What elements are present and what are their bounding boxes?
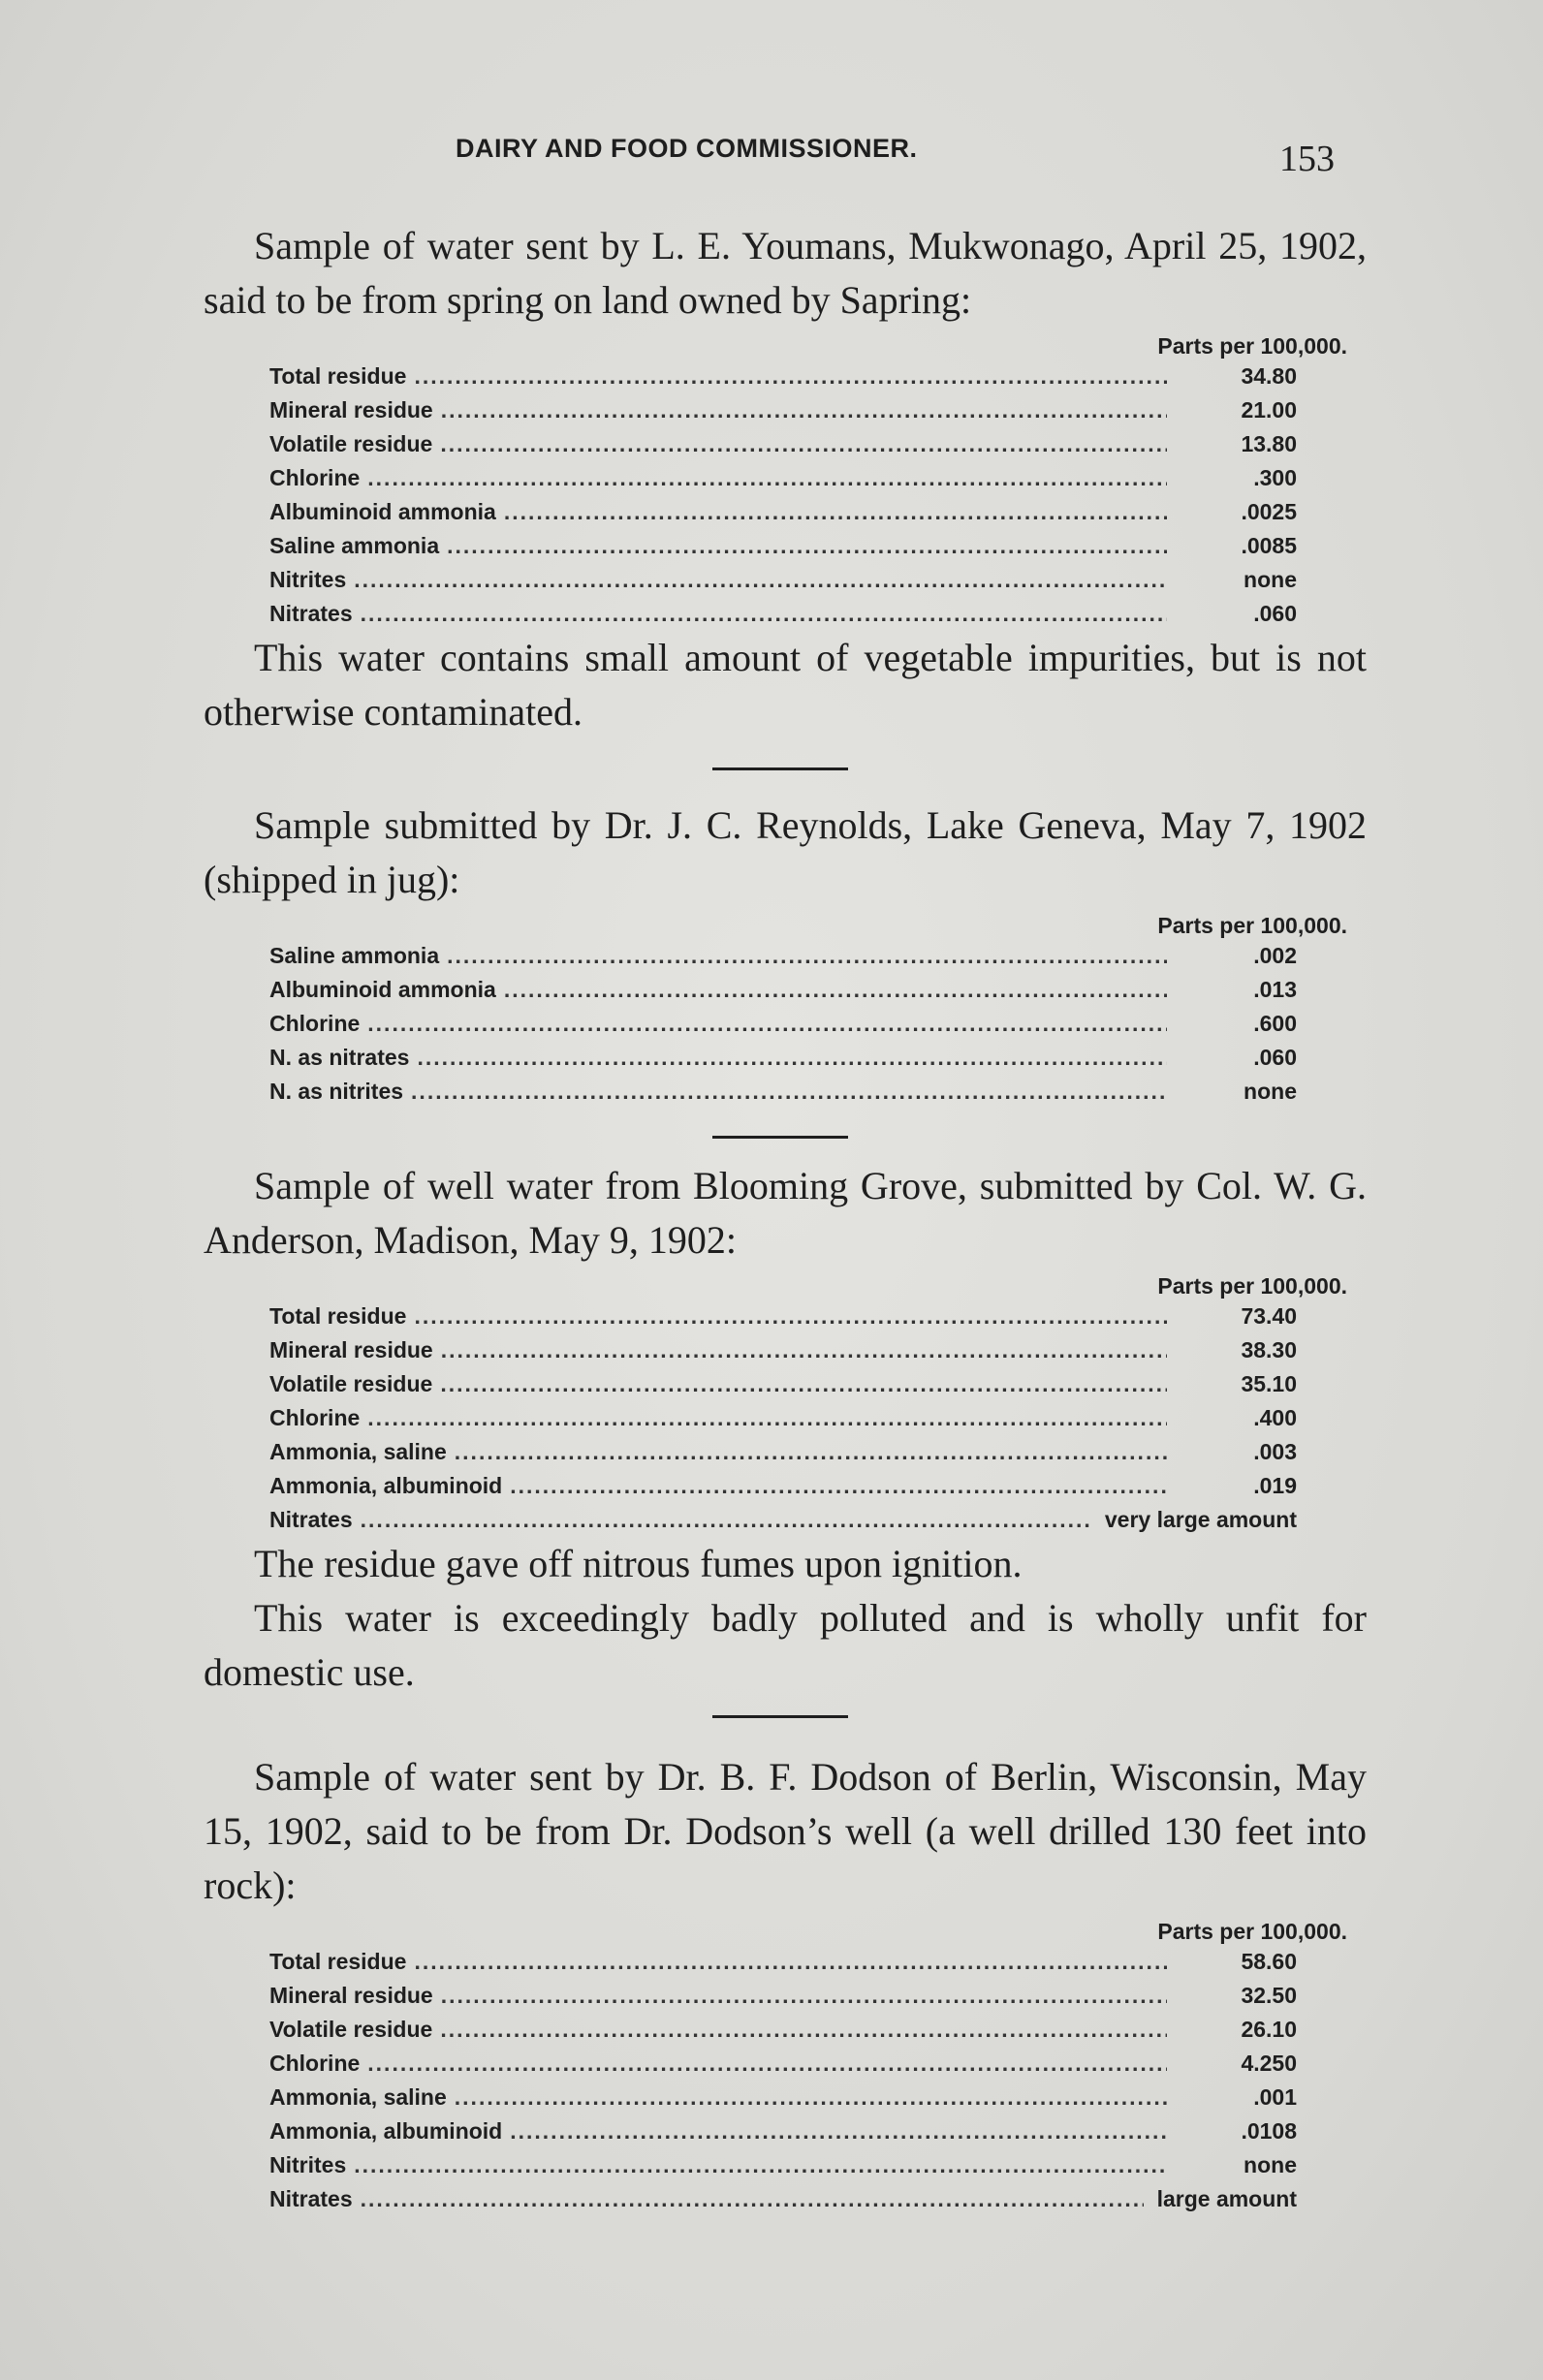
leader-dots [367,1007,1167,1041]
row-value: none [1244,1079,1297,1104]
row-label: Nitrates [269,1507,353,1532]
table-row [269,1469,1297,1503]
leader-dots [411,1075,1167,1109]
units-header: Parts per 100,000. [1157,913,1347,938]
row-value: 26.10 [1241,2017,1297,2042]
table-row [269,2047,1297,2081]
row-label: Chlorine [269,1011,361,1036]
sample-note: This water contains small amount of vegetable impurities, but is not otherwise contaminated. [204,636,1367,734]
row-label: Total residue [269,1303,407,1329]
sample-section-4 [204,1750,1367,2216]
leader-dots [361,2182,1144,2216]
row-value: large amount [1156,2186,1297,2211]
table-row [269,973,1297,1007]
table-row [269,1945,1297,1979]
section-divider [712,1136,848,1139]
leader-dots [414,1945,1167,1979]
leader-dots [440,2013,1167,2047]
row-label: Nitrites [269,567,347,592]
row-value: .013 [1253,977,1297,1002]
row-label: Total residue [269,363,407,389]
row-value: .300 [1253,465,1297,490]
row-value: .400 [1253,1405,1297,1430]
table-row [269,461,1297,495]
table-row [269,1367,1297,1401]
row-label: Albuminoid ammonia [269,499,496,524]
row-value: .0025 [1241,499,1297,524]
leader-dots [447,939,1167,973]
analysis-table [269,939,1297,1109]
row-value: 34.80 [1241,363,1297,389]
row-label: Ammonia, saline [269,1439,447,1464]
leader-dots [414,360,1167,393]
table-row [269,1007,1297,1041]
leader-dots [367,1401,1167,1435]
leader-dots [455,2081,1167,2114]
row-label: Ammonia, saline [269,2084,447,2110]
leader-dots [361,1503,1091,1537]
row-label: Mineral residue [269,1337,433,1362]
leader-dots [440,1367,1167,1401]
leader-dots [417,1041,1167,1075]
row-label: Chlorine [269,465,361,490]
table-row [269,563,1297,597]
page-number: 153 [1279,139,1335,179]
row-label: Volatile residue [269,1371,433,1396]
leader-dots [414,1300,1167,1333]
table-row [269,597,1297,631]
table-row [269,393,1297,427]
table-row [269,427,1297,461]
table-row [269,2013,1297,2047]
row-label: Total residue [269,1949,407,1974]
row-label: Mineral residue [269,1983,433,2008]
row-value: .0085 [1241,533,1297,558]
sample-note: The residue gave off nitrous fumes upon ignition. [254,1542,1023,1585]
row-value: none [1244,567,1297,592]
leader-dots [361,597,1167,631]
sample-intro: Sample of well water from Blooming Grove, submitted by Col. W. G. Anderson, Madison, May 9, 1902: [204,1164,1367,1262]
sample-note: This water is exceedingly badly polluted and is wholly unfit for domestic use. [204,1596,1367,1694]
row-value: .019 [1253,1473,1297,1498]
row-label: Albuminoid ammonia [269,977,496,1002]
table-row [269,939,1297,973]
leader-dots [504,973,1167,1007]
leader-dots [367,461,1167,495]
leader-dots [510,1469,1167,1503]
row-value: 13.80 [1241,431,1297,456]
row-value: .060 [1253,1045,1297,1070]
row-value: 32.50 [1241,1983,1297,2008]
row-label: Saline ammonia [269,533,440,558]
leader-dots [455,1435,1167,1469]
leader-dots [367,2047,1167,2081]
page-header [0,134,1543,192]
units-header: Parts per 100,000. [1157,1919,1347,1944]
section-divider [712,1715,848,1718]
leader-dots [354,2148,1167,2182]
row-label: N. as nitrates [269,1045,410,1070]
table-row [269,1503,1297,1537]
row-value: 4.250 [1241,2051,1297,2076]
sample-intro: Sample of water sent by L. E. Youmans, Mukwonago, April 25, 1902, said to be from spring on land owned by Sapring: [204,224,1367,322]
table-row [269,2148,1297,2182]
table-row [269,1075,1297,1109]
table-row [269,2114,1297,2148]
row-value: .003 [1253,1439,1297,1464]
row-label: Ammonia, albuminoid [269,1473,503,1498]
row-value: none [1244,2152,1297,2177]
sample-intro: Sample submitted by Dr. J. C. Reynolds, Lake Geneva, May 7, 1902 (shipped in jug): [204,803,1367,901]
leader-dots [441,1333,1167,1367]
row-label: Mineral residue [269,397,433,423]
row-label: N. as nitrites [269,1079,404,1104]
leader-dots [504,495,1167,529]
table-row [269,2182,1297,2216]
sample-section-3 [204,1159,1367,1700]
row-value: 73.40 [1241,1303,1297,1329]
table-row [269,495,1297,529]
analysis-table [269,1945,1297,2216]
row-value: 38.30 [1241,1337,1297,1362]
running-title: DAIRY AND FOOD COMMISSIONER. [456,134,918,163]
row-value: .060 [1253,601,1297,626]
table-row [269,1300,1297,1333]
row-label: Saline ammonia [269,943,440,968]
leader-dots [441,393,1167,427]
row-label: Nitrates [269,601,353,626]
leader-dots [510,2114,1167,2148]
row-label: Ammonia, albuminoid [269,2118,503,2144]
leader-dots [354,563,1167,597]
row-value: .001 [1253,2084,1297,2110]
sample-section-1 [204,219,1367,739]
row-label: Chlorine [269,1405,361,1430]
row-value: .002 [1253,943,1297,968]
row-label: Volatile residue [269,431,433,456]
analysis-table [269,1300,1297,1537]
row-label: Nitrates [269,2186,353,2211]
analysis-table [269,360,1297,631]
row-value: .600 [1253,1011,1297,1036]
table-row [269,1401,1297,1435]
section-divider [712,767,848,770]
table-row [269,1041,1297,1075]
row-value: .0108 [1241,2118,1297,2144]
row-value: 58.60 [1241,1949,1297,1974]
sample-intro: Sample of water sent by Dr. B. F. Dodson of Berlin, Wisconsin, May 15, 1902, said to be from Dr. Dodson’s well (a well drilled 130 feet into rock): [204,1755,1367,1907]
table-row [269,2081,1297,2114]
leader-dots [441,1979,1167,2013]
table-row [269,360,1297,393]
units-header: Parts per 100,000. [1157,1273,1347,1299]
table-row [269,1435,1297,1469]
table-row [269,1333,1297,1367]
units-header: Parts per 100,000. [1157,333,1347,359]
row-label: Chlorine [269,2051,361,2076]
table-row [269,529,1297,563]
row-value: very large amount [1104,1507,1297,1532]
leader-dots [447,529,1167,563]
table-row [269,1979,1297,2013]
row-value: 35.10 [1241,1371,1297,1396]
leader-dots [440,427,1167,461]
row-value: 21.00 [1241,397,1297,423]
sample-section-2 [204,799,1367,1109]
row-label: Volatile residue [269,2017,433,2042]
row-label: Nitrites [269,2152,347,2177]
